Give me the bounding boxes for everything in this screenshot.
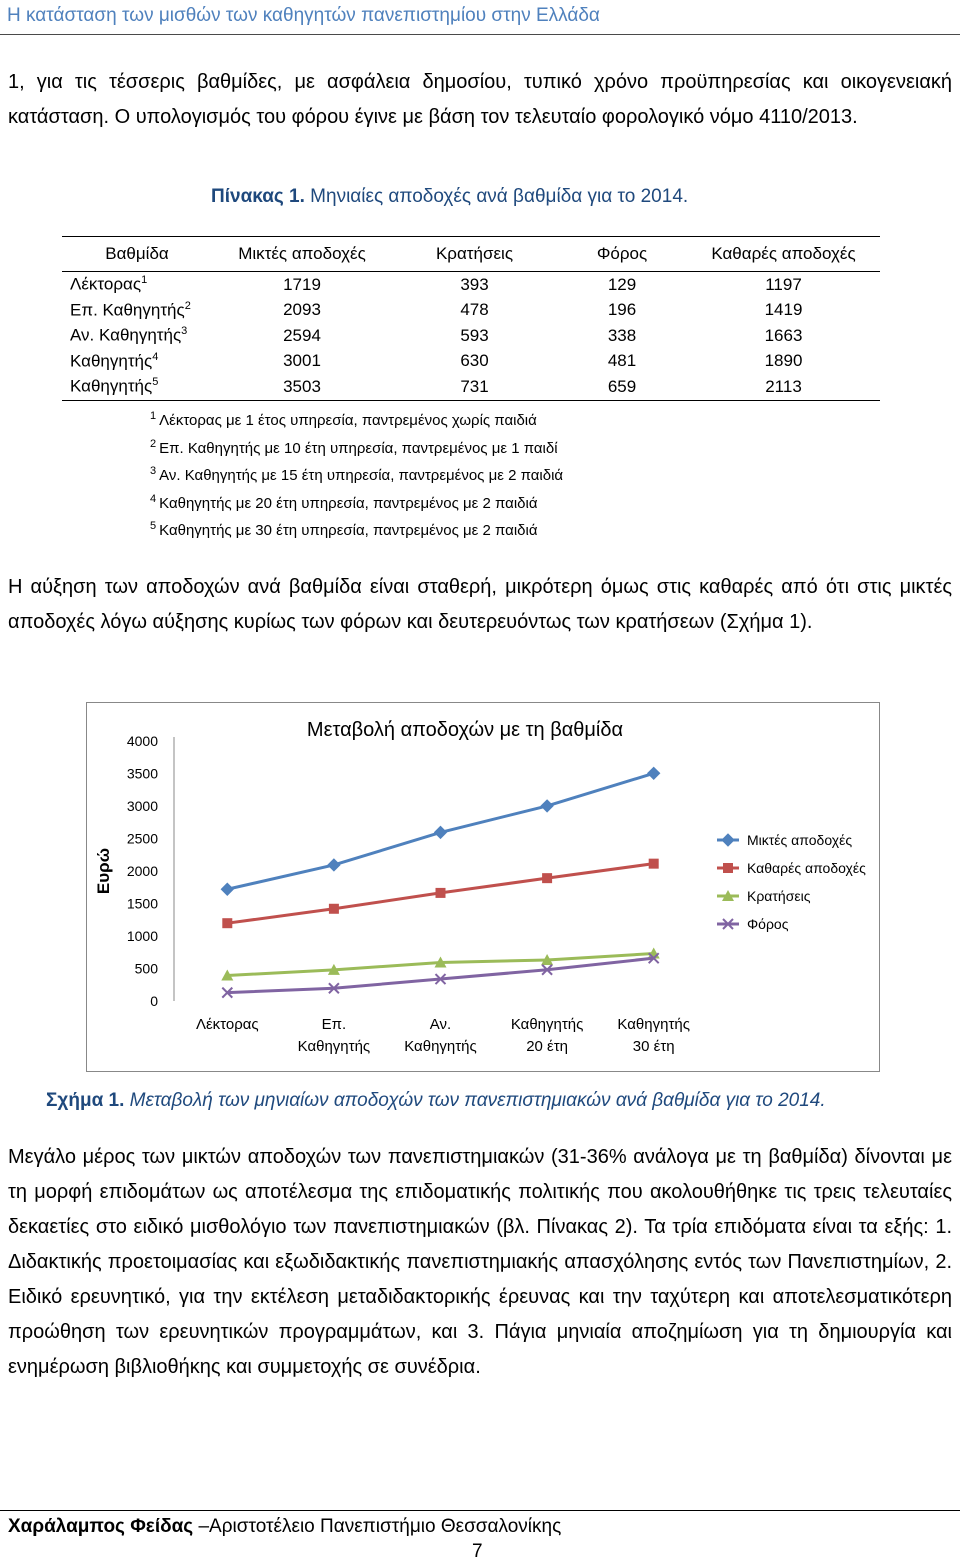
table-footnotes xyxy=(150,405,563,543)
salary-table xyxy=(62,236,880,401)
figure-caption-text: Μεταβολή των μηνιαίων αποδοχών των πανεπιστημιακών ανά βαθμίδα για το 2014. xyxy=(124,1090,826,1111)
chart-frame xyxy=(86,702,880,1072)
col-header-gross: Μικτές αποδοχές xyxy=(212,237,392,272)
data-point-square xyxy=(222,918,232,928)
intro-paragraph: 1, για τις τέσσερις βαθμίδες, με ασφάλεια δημοσίου, τυπικό χρόνο προϋπηρεσίας και οικογενειακή κατάσταση. Ο υπολογισμός του φόρου έγινε με βάση τον τελευταίο φορολογικό νόμο 4110/2013. xyxy=(8,71,952,128)
footnote: $^5$ Καθηγητής με 30 έτη υπηρεσία, παντρεμένος με 2 παιδιά xyxy=(150,520,538,539)
header-title: Η κατάσταση των μισθών των καθηγητών πανεπιστημίου στην Ελλάδα xyxy=(7,5,600,26)
deductions-cell: 630 xyxy=(460,351,489,371)
data-point-square xyxy=(723,863,733,873)
data-point-square xyxy=(542,873,552,883)
net-cell: 2113 xyxy=(687,374,880,400)
gross-cell: 2093 xyxy=(283,300,321,320)
data-point-diamond xyxy=(221,883,233,895)
y-tick-label: 4000 xyxy=(126,733,158,749)
chart-title: Μεταβολή αποδοχών με τη βαθμίδα xyxy=(306,719,624,741)
data-point-diamond xyxy=(435,826,447,838)
y-tick-label: 2500 xyxy=(126,830,158,847)
col-header-tax: Φόρος xyxy=(557,237,687,272)
table-caption xyxy=(211,186,688,208)
col-header-net: Καθαρές αποδοχές xyxy=(687,237,880,272)
data-point-square xyxy=(649,859,659,869)
rank-cell: Καθηγητής$^5$ xyxy=(62,374,212,400)
y-tick-label: 1000 xyxy=(126,928,158,944)
x-tick-label: Καθηγητής 20 έτη xyxy=(510,1016,584,1055)
rank-cell: Αν. Καθηγητής$^3$ xyxy=(70,325,188,346)
page-header xyxy=(0,0,960,35)
x-tick-label: Αν. Καθηγητής xyxy=(404,1016,477,1055)
tax-cell: 196 xyxy=(607,300,637,320)
x-tick-label: Καθηγητής 30 έτη xyxy=(617,1016,690,1055)
col-header-deductions: Κρατήσεις xyxy=(392,237,557,272)
footnote: $^3$ Αν. Καθηγητής με 15 έτη υπηρεσία, παντρεμένος με 2 παιδιά xyxy=(150,465,564,484)
y-axis-label: Ευρώ xyxy=(94,847,113,895)
data-point-diamond xyxy=(328,859,340,871)
rank-cell: Λέκτορας$^1$ xyxy=(70,274,148,295)
x-tick-label: Λέκτορας xyxy=(195,1016,259,1033)
tax-cell: 338 xyxy=(607,325,637,345)
data-point-square xyxy=(329,904,339,914)
table-row xyxy=(62,374,880,400)
footer-divider xyxy=(0,1510,960,1511)
table-row xyxy=(62,349,880,375)
footnote: $^2$ Επ. Καθηγητής με 10 έτη υπηρεσία, παντρεμένος με 1 παιδί xyxy=(150,437,558,457)
data-point-diamond xyxy=(541,800,553,812)
x-tick-label: Επ. Καθηγητής xyxy=(297,1016,371,1055)
table-row xyxy=(62,272,880,298)
table-row xyxy=(62,298,880,324)
table-row xyxy=(62,323,880,349)
net-cell: 1197 xyxy=(765,274,802,294)
closing-paragraph: Μεγάλο μέρος των μικτών αποδοχών των πανεπιστημιακών (31-36% ανάλογα με τη βαθμίδα) δίνονται με τη μορφή επιδομάτων ως αποτέλεσμα της επιδοματικής πολιτικής που ακολουθήθηκε τις τρεις τελευταίες δεκαετίες στο ειδικό μισθολόγιο των πανεπιστημιακών (βλ. Πίνακας 2). Τα τρία επιδόματα είναι τα εξής: 1. Διδακτικής προετοιμασίας και εξωδιδακτικής πανεπιστημιακής απασχόλησης εντός των Πανεπιστημίων, 2. Ειδικό ερευνητικό, για την εκτέλεση μεταδιδακτορικής έρευνας και την ταχύτερη και αποτελεσματικότερη προώθηση των ερευνητικών προγραμμάτων, και 3. Πάγια μηνιαία αποζημίωση για τη δημιουργία και ενημέρωση βιβλιοθήκης και συμμετοχής σε συνέδρια. xyxy=(8,1146,952,1378)
legend-label: Μικτές αποδοχές xyxy=(747,832,853,848)
data-point-square xyxy=(436,888,446,898)
data-point-diamond xyxy=(722,834,734,846)
page-number: 7 xyxy=(472,1541,483,1562)
table-caption-text: Μηνιαίες αποδοχές ανά βαθμίδα για το 2014. xyxy=(304,186,689,207)
tax-cell: 659 xyxy=(557,374,687,400)
net-cell: 1663 xyxy=(764,325,803,345)
net-cell: 1419 xyxy=(764,300,803,320)
figure-caption-label: Σχήμα 1. xyxy=(46,1090,125,1111)
figure-caption xyxy=(46,1090,826,1112)
col-header-rank: Βαθμίδα xyxy=(62,237,212,272)
middle-paragraph: Η αύξηση των αποδοχών ανά βαθμίδα είναι σταθερή, μικρότερη όμως στις καθαρές από ότι στις μικτές αποδοχές λόγω αύξησης κυρίως των φόρων και δευτερευόντως των κρατήσεων (Σχήμα 1). xyxy=(8,576,952,633)
gross-cell: 3503 xyxy=(212,374,392,400)
gross-cell: 3001 xyxy=(283,351,321,371)
tax-cell: 129 xyxy=(607,274,637,294)
deductions-cell: 593 xyxy=(460,325,489,345)
salary-line-chart xyxy=(87,703,879,1071)
net-cell: 1890 xyxy=(764,351,803,371)
y-tick-label: 500 xyxy=(134,960,158,977)
y-tick-label: 3500 xyxy=(126,765,158,782)
y-tick-label: 1500 xyxy=(126,895,158,912)
legend-label: Φόρος xyxy=(747,916,789,932)
gross-cell: 2594 xyxy=(283,325,321,345)
footer-author xyxy=(8,1516,561,1538)
y-tick-label: 3000 xyxy=(126,798,158,814)
legend-label: Καθαρές αποδοχές xyxy=(747,860,866,876)
data-point-diamond xyxy=(648,767,660,779)
y-tick-label: 0 xyxy=(150,993,158,1009)
deductions-cell: 393 xyxy=(460,274,489,294)
footnote: $^4$ Καθηγητής με 20 έτη υπηρεσία, παντρεμένος με 2 παιδιά xyxy=(150,492,538,512)
table-caption-label: Πίνακας 1. xyxy=(211,186,305,207)
author-affiliation: –Αριστοτέλειο Πανεπιστήμιο Θεσσαλονίκης xyxy=(193,1516,562,1537)
footnote: $^1$ Λέκτορας με 1 έτος υπηρεσία, παντρεμένος χωρίς παιδιά xyxy=(150,410,537,429)
rank-cell: Επ. Καθηγητής$^2$ xyxy=(70,299,191,320)
legend-label: Κρατήσεις xyxy=(747,888,811,904)
rank-cell: Καθηγητής$^4$ xyxy=(70,350,159,371)
gross-cell: 1719 xyxy=(283,274,321,294)
author-name: Χαράλαμπος Φείδας xyxy=(8,1516,194,1537)
table-header-row xyxy=(62,237,880,272)
deductions-cell: 478 xyxy=(460,300,489,320)
deductions-cell: 731 xyxy=(392,374,557,400)
y-tick-label: 2000 xyxy=(126,863,158,879)
tax-cell: 481 xyxy=(607,351,637,371)
